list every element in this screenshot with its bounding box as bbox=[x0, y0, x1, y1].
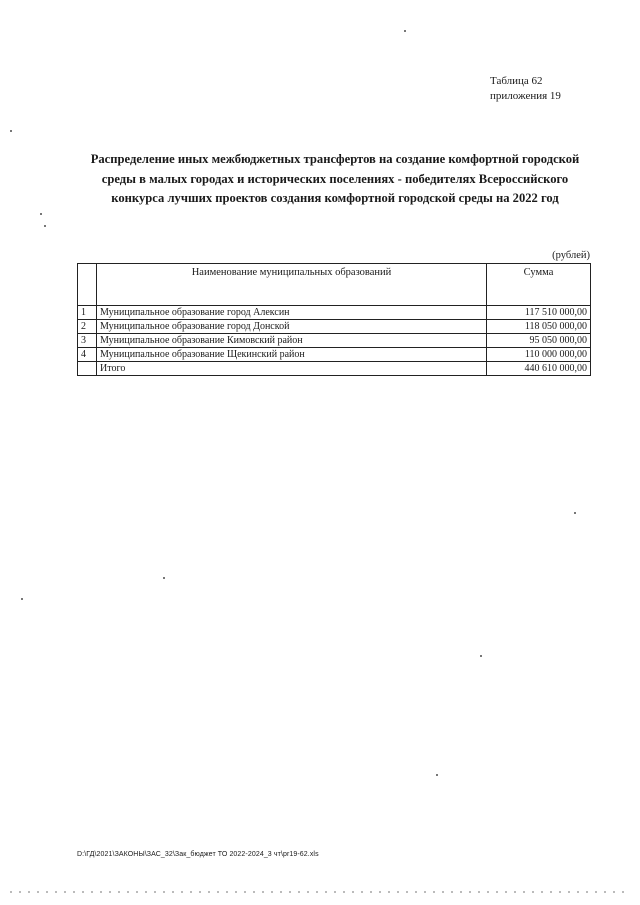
row-sum: 117 510 000,00 bbox=[487, 306, 591, 320]
table-header-row bbox=[78, 264, 591, 306]
scan-speck bbox=[163, 577, 165, 579]
scan-edge-dots bbox=[10, 891, 630, 893]
row-number: 3 bbox=[78, 334, 97, 348]
table-number-label: Таблица 62 bbox=[490, 75, 543, 87]
scan-speck bbox=[10, 130, 12, 132]
total-name: Итого bbox=[97, 362, 487, 376]
scan-speck bbox=[21, 598, 23, 600]
row-name: Муниципальное образование город Донской bbox=[97, 320, 487, 334]
scan-speck bbox=[404, 30, 406, 32]
title-line-2: среды в малых городах и исторических поселениях - победителях Всероссийского bbox=[101, 171, 569, 186]
scan-speck bbox=[480, 655, 482, 657]
scan-speck bbox=[40, 213, 42, 215]
total-row bbox=[78, 362, 591, 376]
table-row bbox=[78, 348, 591, 362]
row-number: 1 bbox=[78, 306, 97, 320]
row-number: 2 bbox=[78, 320, 97, 334]
table-row bbox=[78, 334, 591, 348]
total-sum: 440 610 000,00 bbox=[487, 362, 591, 376]
row-number: 4 bbox=[78, 348, 97, 362]
table-reference bbox=[490, 74, 561, 104]
row-name: Муниципальное образование Кимовский район bbox=[97, 334, 487, 348]
title-line-3: конкурса лучших проектов создания комфортной городской среды на 2022 год bbox=[111, 191, 559, 205]
title-line-1: Распределение иных межбюджетных трансфертов на создание комфортной городской bbox=[90, 152, 580, 166]
transfers-table bbox=[77, 263, 591, 376]
appendix-label: приложения 19 bbox=[490, 90, 561, 102]
units-label: (рублей) bbox=[552, 250, 590, 261]
header-name: Наименование муниципальных образований bbox=[97, 264, 487, 306]
row-sum: 118 050 000,00 bbox=[487, 320, 591, 334]
table-row bbox=[78, 320, 591, 334]
row-sum: 110 000 000,00 bbox=[487, 348, 591, 362]
file-path: D:\ГД\2021\ЗАКОНЫ\ЗАС_32\Зак_бюджет ТО 2022-2024_3 чт\pr19-62.xls bbox=[77, 851, 319, 858]
header-sum: Сумма bbox=[487, 264, 591, 306]
row-name: Муниципальное образование город Алексин bbox=[97, 306, 487, 320]
document-title bbox=[70, 150, 600, 209]
scan-speck bbox=[436, 774, 438, 776]
header-num bbox=[78, 264, 97, 306]
row-name: Муниципальное образование Щекинский район bbox=[97, 348, 487, 362]
scan-speck bbox=[574, 512, 576, 514]
table-row bbox=[78, 306, 591, 320]
total-number bbox=[78, 362, 97, 376]
row-sum: 95 050 000,00 bbox=[487, 334, 591, 348]
scan-speck bbox=[44, 225, 46, 227]
